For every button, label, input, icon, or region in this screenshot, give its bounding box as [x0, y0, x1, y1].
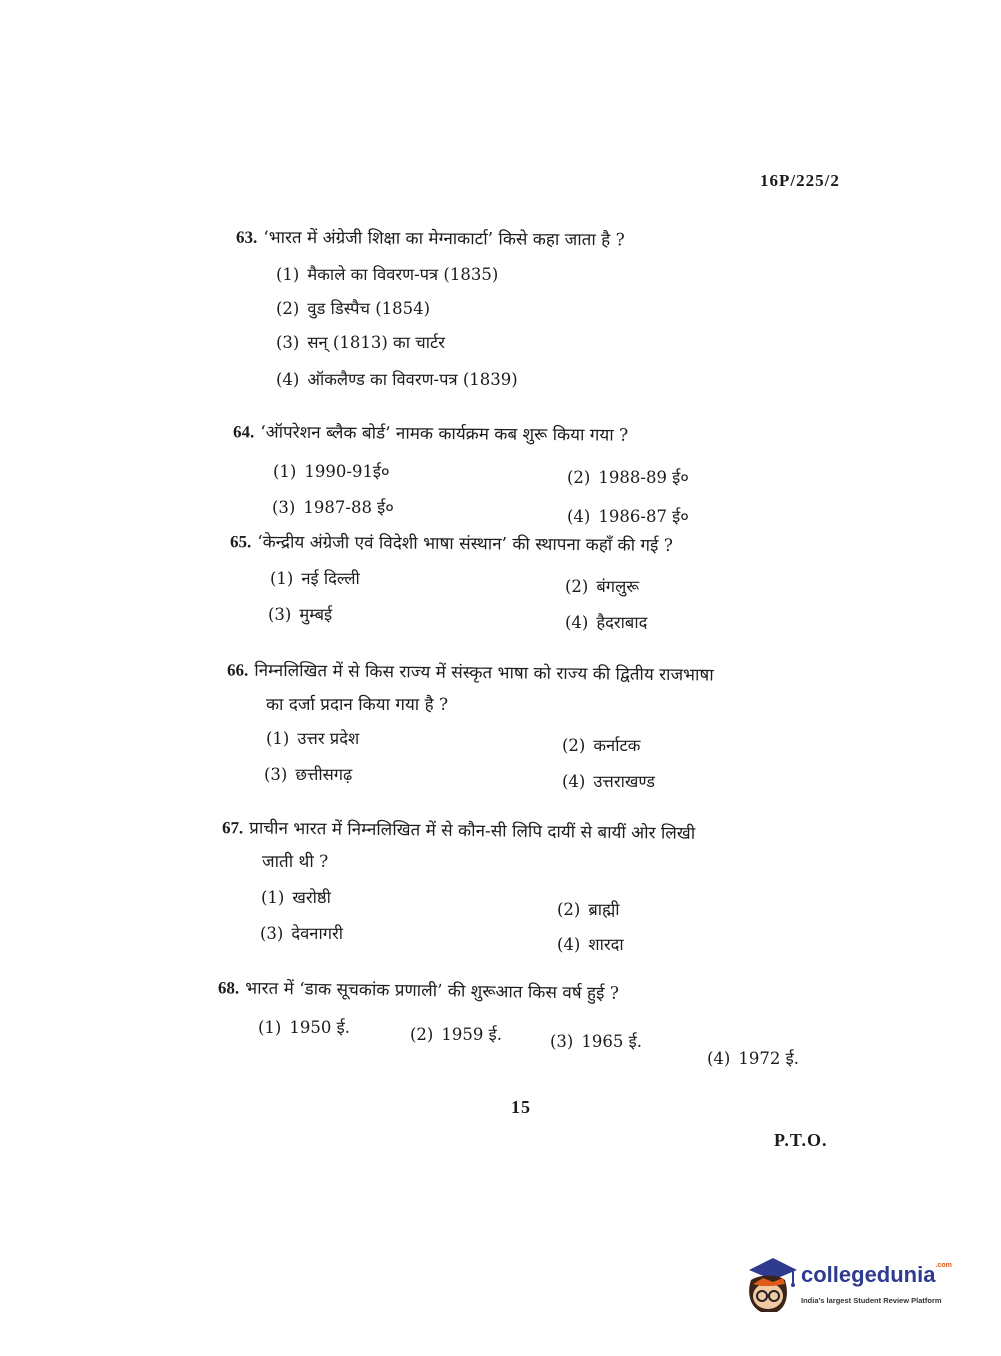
question-text: ‘ऑपरेशन ब्लैक बोर्ड’ नामक कार्यक्रम कब शुरू किया गया ? — [260, 422, 629, 446]
option-number: (4) — [565, 613, 589, 632]
option-63-3 — [276, 330, 445, 353]
option-67-1 — [261, 885, 331, 908]
option-68-1 — [258, 1015, 350, 1038]
option-number: (3) — [260, 924, 284, 943]
option-65-1 — [270, 566, 360, 589]
option-number: (4) — [276, 370, 300, 389]
option-67-2 — [557, 897, 620, 920]
option-64-2 — [567, 465, 689, 488]
option-number: (2) — [410, 1025, 434, 1044]
option-number: (3) — [276, 333, 300, 352]
option-text: 1959 ई. — [441, 1025, 502, 1044]
mascot-icon — [743, 1254, 799, 1316]
option-number: (4) — [562, 772, 586, 791]
option-65-2 — [565, 574, 639, 597]
option-number: (2) — [567, 468, 591, 487]
question-text: भारत में ‘डाक सूचकांक प्रणाली’ की शुरूआत किस वर्ष हुई ? — [245, 978, 620, 1004]
option-number: (1) — [258, 1018, 282, 1037]
page-number: 15 — [511, 1097, 531, 1117]
question-number: 68. — [217, 978, 240, 998]
option-number: (2) — [557, 900, 581, 919]
question-number: 65. — [229, 532, 252, 552]
option-number: (2) — [565, 577, 589, 596]
question-67 — [222, 815, 695, 844]
option-number: (1) — [266, 729, 290, 748]
option-text: बंगलुरू — [596, 577, 640, 596]
option-number: (1) — [270, 569, 294, 588]
option-number: (4) — [567, 507, 591, 526]
option-text: ब्राह्मी — [588, 900, 620, 919]
question-number: 64. — [232, 422, 255, 442]
question-number: 66. — [226, 660, 249, 680]
option-63-1 — [276, 262, 498, 285]
collegedunia-watermark — [743, 1252, 973, 1322]
option-text: नई दिल्ली — [301, 569, 360, 588]
option-text: शारदा — [588, 935, 624, 954]
option-64-1 — [273, 459, 390, 482]
option-65-3 — [268, 602, 332, 625]
option-66-4 — [562, 769, 655, 792]
question-64 — [233, 419, 628, 445]
option-number: (1) — [273, 462, 297, 481]
option-text: 1990-91ई० — [304, 462, 390, 481]
option-text: ऑकलैण्ड का विवरण-पत्र (1839) — [307, 370, 518, 389]
question-65 — [230, 529, 673, 556]
option-text: 1987-88 ई० — [303, 498, 394, 517]
option-64-3 — [272, 495, 394, 518]
question-number: 67. — [221, 818, 244, 838]
brand-name — [801, 1262, 952, 1288]
option-number: (3) — [272, 498, 296, 517]
option-67-4 — [557, 932, 624, 955]
option-text: मुम्बई — [299, 605, 333, 624]
option-66-2 — [562, 733, 640, 756]
option-number: (1) — [276, 265, 300, 284]
question-66 — [227, 657, 714, 685]
option-number: (2) — [562, 736, 586, 755]
option-66-3 — [264, 762, 352, 785]
question-number: 63. — [235, 227, 258, 247]
option-text: मैकाले का विवरण-पत्र (1835) — [307, 265, 499, 284]
question-67-line2: जाती थी ? — [262, 852, 329, 872]
question-text: ‘भारत में अंग्रेजी शिक्षा का मेग्नाकार्टा’ किसे कहा जाता है ? — [263, 227, 625, 251]
option-text: 1988-89 ई० — [598, 468, 689, 487]
option-number: (2) — [276, 299, 300, 318]
option-text: छत्तीसगढ़ — [295, 765, 353, 784]
question-text: निम्नलिखित में से किस राज्य में संस्कृत भाषा को राज्य की द्वितीय राजभाषा — [254, 660, 714, 686]
brand-tagline: India's largest Student Review Platform — [801, 1296, 942, 1305]
option-text: हैदराबाद — [596, 613, 648, 632]
option-number: (4) — [707, 1049, 731, 1068]
pto-label: P.T.O. — [774, 1130, 828, 1150]
option-text: उत्तराखण्ड — [593, 772, 656, 791]
question-68 — [218, 975, 619, 1004]
brand-name-text: collegedunia — [801, 1262, 936, 1287]
option-68-4 — [707, 1046, 799, 1069]
option-text: उत्तर प्रदेश — [297, 729, 360, 748]
option-text: देवनागरी — [291, 924, 344, 943]
option-text: कर्नाटक — [593, 736, 641, 755]
option-text: 1986-87 ई० — [598, 507, 689, 526]
option-63-4 — [276, 367, 518, 390]
option-67-3 — [260, 921, 343, 944]
paper-code: 16P/225/2 — [760, 171, 840, 190]
brand-tld: .com — [935, 1262, 952, 1269]
option-number: (3) — [550, 1032, 574, 1051]
option-68-2 — [410, 1022, 502, 1045]
question-66-line2: का दर्जा प्रदान किया गया है ? — [266, 695, 449, 715]
option-65-4 — [565, 610, 647, 633]
option-text: सन् (1813) का चार्टर — [307, 333, 446, 352]
question-text: प्राचीन भारत में निम्नलिखित में से कौन-सी लिपि दायीं से बायीं ओर लिखी — [249, 818, 696, 844]
option-63-2 — [276, 296, 430, 319]
option-number: (1) — [261, 888, 285, 907]
option-number: (3) — [264, 765, 288, 784]
option-text: 1950 ई. — [289, 1018, 350, 1037]
option-64-4 — [567, 504, 689, 527]
option-text: 1965 ई. — [581, 1032, 642, 1051]
question-text: ‘केन्द्रीय अंग्रेजी एवं विदेशी भाषा संस्थान’ की स्थापना कहाँ की गई ? — [257, 532, 673, 556]
option-text: वुड डिस्पैच (1854) — [307, 299, 431, 318]
option-66-1 — [266, 726, 359, 749]
question-63 — [236, 225, 625, 251]
option-number: (3) — [268, 605, 292, 624]
option-text: 1972 ई. — [738, 1049, 799, 1068]
option-68-3 — [550, 1029, 642, 1052]
option-text: खरोष्ठी — [292, 888, 331, 907]
option-number: (4) — [557, 935, 581, 954]
